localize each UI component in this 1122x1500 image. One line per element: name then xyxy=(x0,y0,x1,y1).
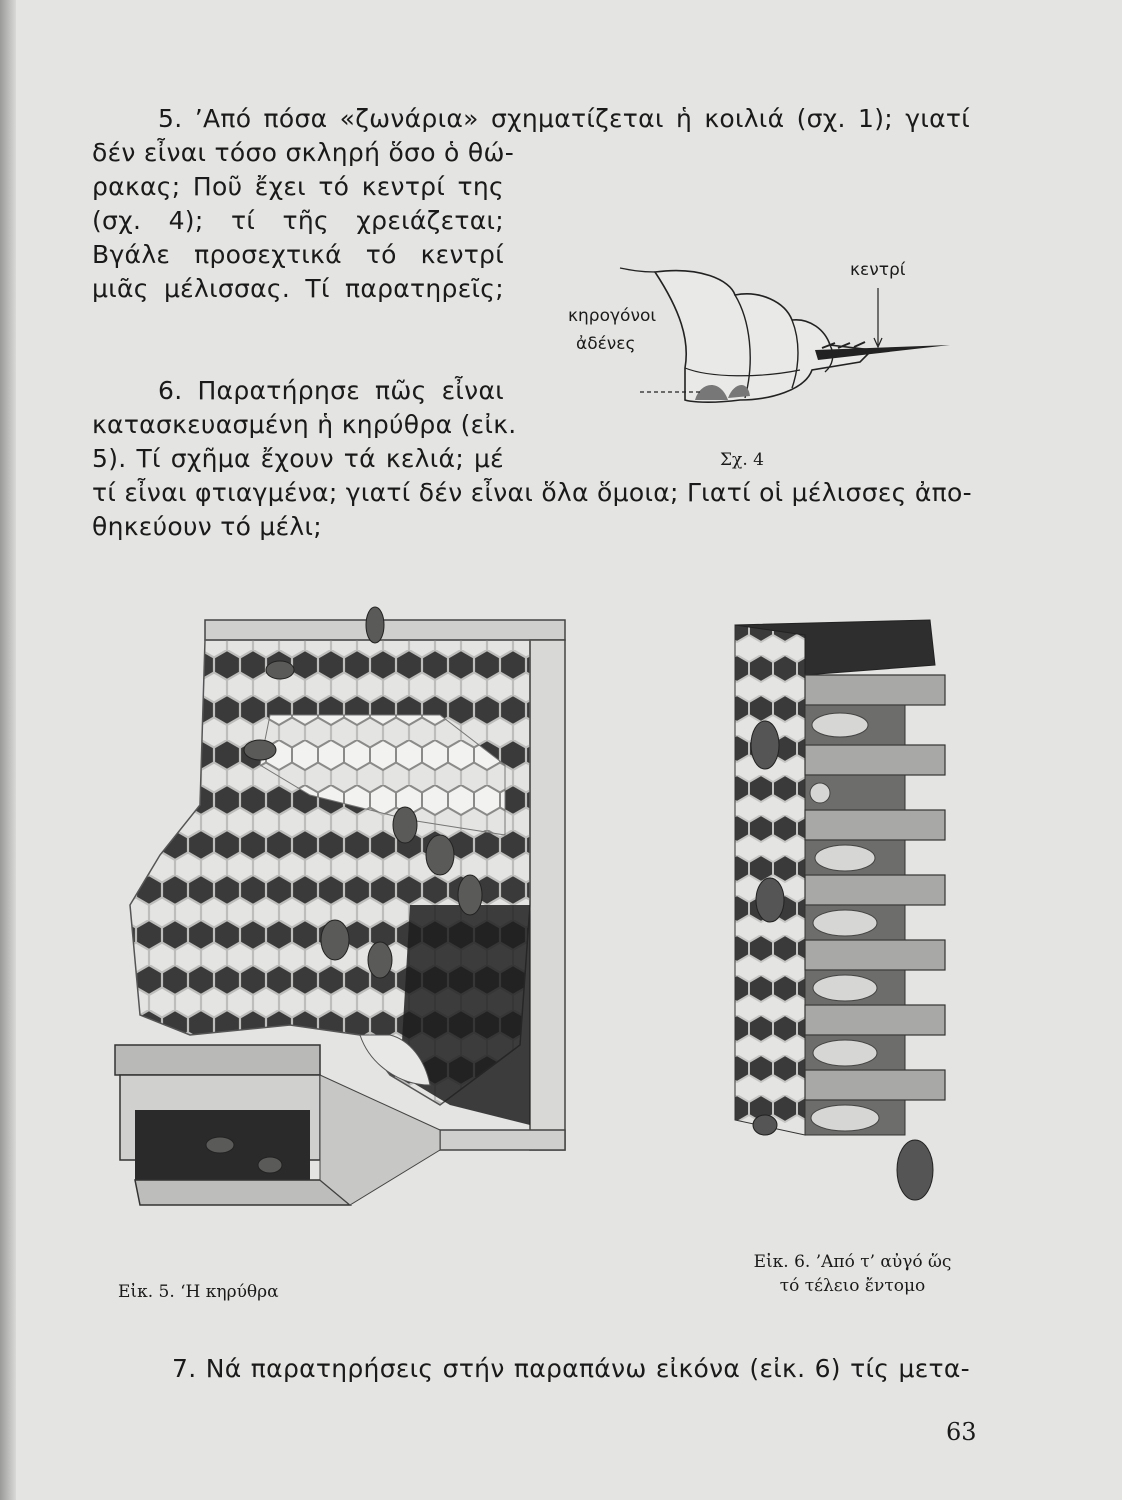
larva xyxy=(815,845,875,871)
sting-label: κεντρί xyxy=(850,260,906,280)
bee xyxy=(368,942,392,978)
cell-wall xyxy=(805,810,945,840)
question-5-line-4: (σχ. 4); τί τῆς χρειάζεται; xyxy=(92,206,504,235)
bee xyxy=(756,878,784,922)
page-edge xyxy=(0,0,16,1500)
frame-bottom xyxy=(440,1130,565,1150)
wax-glands-label xyxy=(568,302,656,358)
cell-wall xyxy=(805,675,945,705)
question-6-cont xyxy=(92,476,970,544)
figure-6-caption xyxy=(720,1250,985,1298)
cell-wall xyxy=(805,1005,945,1035)
question-7-line-1: 7. Νά παρατηρήσεις στήν παραπάνω εἰκόνα (εἰκ. 6) τίς μετα- xyxy=(172,1354,970,1383)
bee xyxy=(426,835,454,875)
abdomen-outline xyxy=(655,271,872,403)
question-5-line-6: μιᾶς μέλισσας. Τί παρατηρεῖς; xyxy=(92,274,504,303)
cell-wall xyxy=(805,1070,945,1100)
question-6-line-4: τί εἶναι φτιαγμένα; γιατί δέν εἶναι ὅλα ὅμοια; Γιατί οἱ μέλισσες ἀπο- xyxy=(92,478,972,507)
figure-4-caption: Σχ. 4 xyxy=(720,450,764,470)
question-5-line-1: 5. ’Από πόσα «ζωνάρια» σχηματίζεται ἡ κοιλιά (σχ. 1); γιατί xyxy=(158,104,970,133)
bee xyxy=(321,920,349,960)
bee xyxy=(206,1137,234,1153)
question-5-cont xyxy=(92,136,515,306)
question-6-line-5: θηκεύουν τό μέλι; xyxy=(92,512,323,541)
larva xyxy=(811,1105,879,1131)
bee xyxy=(458,875,482,915)
question-6-line-2: κατασκευασμένη ἡ κηρύθρα (εἰκ. xyxy=(92,410,517,439)
question-5-line-3: ρακας; Ποῦ ἔχει τό κεντρί της xyxy=(92,172,504,201)
bee xyxy=(366,607,384,643)
cell-wall xyxy=(805,745,945,775)
larva xyxy=(810,783,830,803)
bee xyxy=(897,1140,933,1200)
larva xyxy=(813,1040,877,1066)
bee xyxy=(266,661,294,679)
bee xyxy=(753,1115,777,1135)
cell-wall xyxy=(805,875,945,905)
figure-6-caption-line-2: τό τέλειο ἔντομο xyxy=(779,1276,926,1296)
larva xyxy=(812,713,868,737)
frame-top-bar xyxy=(205,620,565,640)
question-5 xyxy=(92,102,970,136)
figure-5-caption: Εἰκ. 5. ‘Η κηρύθρα xyxy=(118,1282,279,1302)
wax-glands-label-line-1: κηρογόνοι xyxy=(568,306,657,326)
question-6-line-1: 6. Παρατήρησε πῶς εἶναι xyxy=(158,376,504,405)
frame-side xyxy=(530,640,565,1150)
question-6-line-3: 5). Τί σχῆμα ἔχουν τά κελιά; μέ xyxy=(92,444,504,473)
landing-board xyxy=(135,1180,350,1205)
question-5-line-2: δέν εἶναι τόσο σκληρή ὅσο ὁ θώ- xyxy=(92,138,515,167)
bee xyxy=(258,1157,282,1173)
question-5-line-5: Βγάλε προσεχτικά τό κεντρί xyxy=(92,240,504,269)
comb-cross-section xyxy=(725,615,960,1210)
question-6 xyxy=(92,374,517,476)
honeycomb-illustration xyxy=(110,605,575,1235)
figure-6-caption-line-1: Εἰκ. 6. ’Από τ’ αὐγό ὥς xyxy=(753,1252,952,1272)
entrance-box-top xyxy=(115,1045,320,1075)
question-7 xyxy=(92,1352,970,1386)
page-number: 63 xyxy=(946,1418,977,1446)
bee xyxy=(751,721,779,769)
larva xyxy=(813,975,877,1001)
bee xyxy=(393,807,417,843)
connector-line xyxy=(620,268,655,272)
larva xyxy=(813,910,877,936)
wax-glands-label-line-2: ἀδένες xyxy=(576,334,636,354)
cell-wall xyxy=(805,940,945,970)
bee xyxy=(244,740,276,760)
